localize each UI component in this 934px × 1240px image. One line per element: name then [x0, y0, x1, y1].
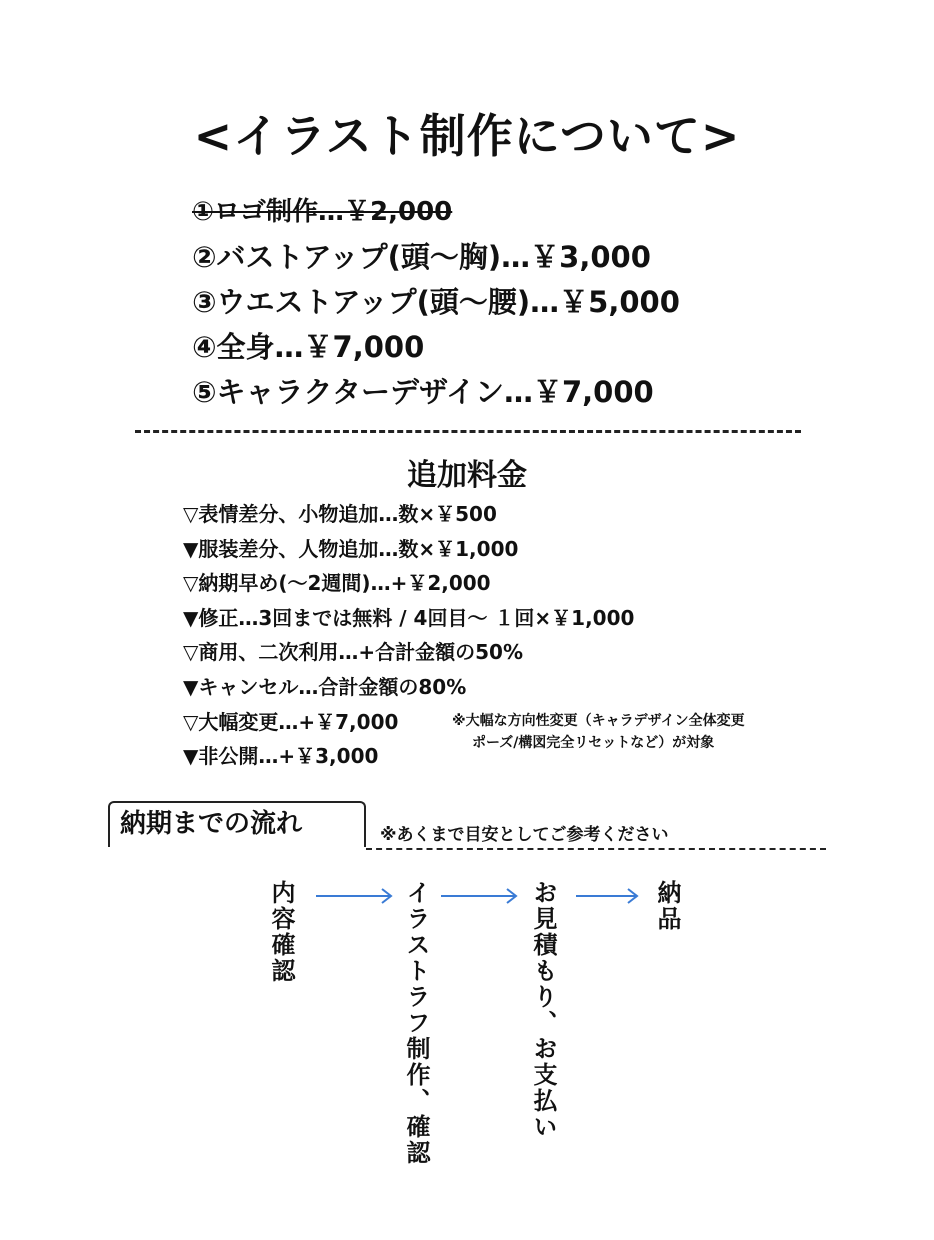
page-title: <イラスト制作について> — [193, 109, 741, 163]
arrow-right-icon — [574, 886, 640, 906]
flow-step-delivery: 納品 — [653, 880, 681, 932]
addon-note-line2: ポーズ/構図完全リセットなど）が対象 — [472, 735, 715, 751]
addon-item: ▽大幅変更…+￥7,000 — [183, 709, 399, 734]
arrow-right-icon — [314, 886, 394, 906]
flow-step-rough-sketch: イラストラフ制作、確認 — [402, 880, 430, 1166]
addon-item: ▼修正…3回までは無料 / 4回目〜 １回×￥1,000 — [183, 605, 635, 630]
menu-item-bustup: ②バストアップ(頭〜胸)…￥3,000 — [192, 240, 651, 274]
addon-note — [452, 710, 745, 754]
flow-section-tab: 納期までの流れ — [108, 801, 366, 847]
menu-item-character-design: ⑤キャラクターデザイン…￥7,000 — [192, 375, 654, 409]
menu-item-waistup: ③ウエストアップ(頭〜腰)…￥5,000 — [192, 285, 680, 319]
addon-item: ▽納期早め(〜2週間)…+￥2,000 — [183, 571, 491, 596]
addons-heading: 追加料金 — [407, 458, 527, 493]
addon-item: ▼服装差分、人物追加…数×￥1,000 — [183, 536, 519, 561]
flow-step-content-check: 内容確認 — [267, 880, 295, 984]
menu-item-fullbody: ④全身…￥7,000 — [192, 330, 425, 364]
flow-note: ※あくまで目安としてご参考ください — [380, 825, 669, 845]
menu-item-logo: ①ロゴ制作…￥2,000 — [192, 197, 453, 227]
price-menu — [192, 190, 680, 415]
addon-item: ▼キャンセル…合計金額の80% — [183, 674, 467, 699]
addon-item: ▼非公開…+￥3,000 — [183, 744, 379, 769]
section-divider — [135, 430, 801, 433]
addon-item: ▽商用、二次利用…+合計金額の50% — [183, 640, 524, 665]
flow-step-quote-payment: お見積もり、お支払い — [529, 880, 557, 1140]
arrow-right-icon — [439, 886, 519, 906]
addon-item: ▽表情差分、小物追加…数×￥500 — [183, 502, 497, 526]
addon-note-line1: ※大幅な方向性変更（キャラデザイン全体変更 — [452, 713, 745, 729]
flow-underline — [366, 848, 826, 850]
